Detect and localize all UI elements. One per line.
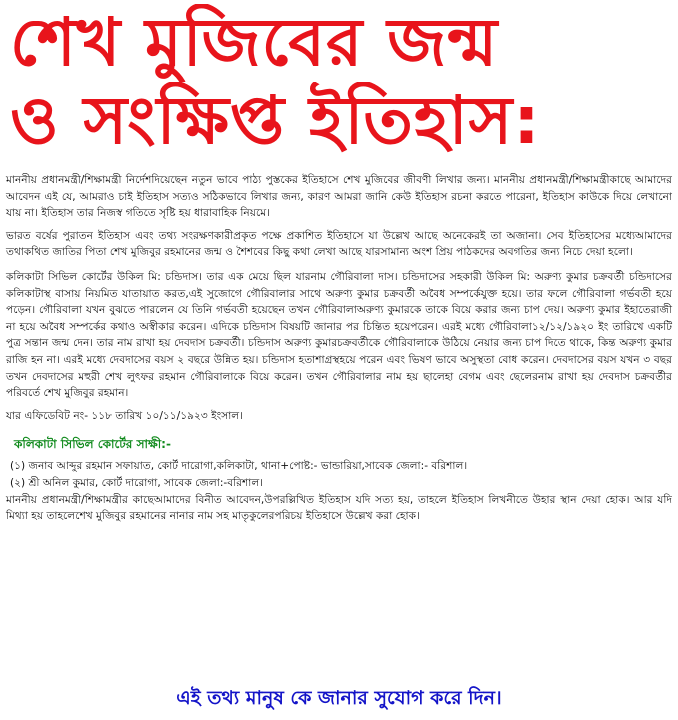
witness-heading: কলিকাটা সিভিল কোর্টের সাক্ষী:-	[14, 437, 171, 452]
paragraph-affidavit: যার এফিডেবিট নং- ১১৮ তারিখ ১০/১১/১৯২৩ ইংসাল।	[6, 409, 243, 422]
title-line-1: শেখ মুজিবের জন্ম	[10, 4, 499, 81]
paragraph-history: ভারত বর্ষের পুরাতন ইতিহাস এবং তথ্য সংরক্ষণকারীপ্রকৃত পক্ষে প্রকাশিত ইতিহাসে যা উল্লেখ আছে অনেকেরই তা অজানা। সেব ইতিহাসের মধ্যেআমাদের তথাকথিত জাতির পিতা শেখ মুজিবুর রহমানের জন্ম ও শৈশবের কিছু কথা লেখা আছে যারসামান্য অংশ প্রিয় পাঠকদের অবগতির জন্য নিচে দেয়া হলো।	[6, 229, 672, 259]
paragraph-intro: মাননীয় প্রধানমন্ত্রী/শিক্ষামন্ত্রী নির্দেশদিয়েছেন নতুন ভাবে পাঠ্য পুস্তকের ইতিহাসে শেখ মুজিবের জীবণী লিখার জন্য। মাননীয় প্রধানমন্ত্রী/শিক্ষামন্ত্রীকাছে আমাদের আবেদন এই যে, আমরাও চাই ইতিহাস সত্যও সঠিকভাবে লিখার জন্য, কারণ আমরা জানি কেউ ইতিহাস রচনা করতে পারেনা, ইতিহাস কাউকে দিয়ে লেখানো যায় না। ইতিহাস তার নিজস্ব গতিতে সৃষ্টি হয় ধারাবাহিক নিয়মে।	[6, 174, 672, 220]
witness-section	[0, 430, 678, 524]
witness-item-1: (১) জনাব আব্দুর রহমান সফায়াত, কোর্ট দারোগা,কলিকাটা, থানা+পোষ্ট:- ভান্ডারিয়া,সাবেক জেলা:- বরিশাল।	[10, 460, 468, 473]
paragraph-story: কলিকাটা সিভিল কোর্টের উকিল মি: চন্ডিদাস। তার এক মেয়ে ছিল যারনাম গৌরিবালা দাস। চন্ডিদাসের সহকারী উকিল মি: অরুণ্য কুমার চক্রবর্তী চন্ডিদাসের কলিকাটাস্থ বাসায় নিয়মিত যাতায়াত করত,এই সুজোগে গৌরিবালার সাথে অরুণ্য কুমার চক্রবর্তী অবৈধ সম্পর্কেযুক্ত হয়ে। তার ফলে গৌরিবালা গর্ভবতী হয়ে পড়েন। গৌরিবালা যখন বুঝতে পারলেন যে তিনি গর্ভবতী হয়েছেন তখন গৌরিবালাঅরুণ্য কুমারকে তাকে বিয়ে করার জন্য চাপ দেয়। অরুণ্য কুমার ইহাতেরাজী না হয়ে অবৈধ সম্পর্কের কথাও অস্বীকার করেন। এদিকে চন্ডিদাস বিষয়টি জানার পর চিন্তিত হয়েপরেন। এরই মধ্যে গৌরিবালা১২/১২/১৯২০ ইং তারিখে একটি পুত্র সন্তান জন্ম দেন। তার নাম রাখা হয় দেবদাস চক্রবর্তী। চন্ডিদাস অরুণ্য কুমারচক্রবর্তীকে গৌরিবালাকে উঠিয়ে নেয়ার জন্য চাপ দিতে থাকে, কিন্ত অরুণ্য কুমার রাজি হন না। এরই মধ্যে দেবদাসের বয়স ২ বছরে উন্নিত হয়। চন্ডিদাস হতাশাগ্রস্থহয়ে পরেন এবং ভিষণ ভাবে অসুস্থতা বোধ করেন। দেবদাসের বয়স যখন ৩ বছর তখন দেবদাসের মহুরী শেখ লুৎফর রহমান গৌরিবালাকে বিয়ে করেন। তখন গৌরিবালার নাম হয় ছালেহা বেগম এবং ছেলেরনাম রাখা হয় দেবদাস চক্রবর্তীর পরিবর্তে শেখ মুজিবুর রহমান।	[6, 270, 672, 400]
paragraph-appeal: মাননীয় প্রধানমন্ত্রী/শিক্ষামন্ত্রীর কাছেআমাদের বিনীত আবেদন,উপরল্লিখিত ইতিহাস যদি সত্য হয়, তাহলে ইতিহাস লিখনীতে উহার স্থান দেয়া হোক। আর যদি মিথ্যা হয় তাহলেশেখ মুজিবুর রহমানের নানার নাম সহ মাতৃকুলেরপরিচয় ইতিহাসে উল্লেখ করা হোক।	[6, 493, 672, 523]
witness-item-2: (২) শ্রী অনিল কুমার, কোর্ট দারোগা, সাবেক জেলা:-বরিশাল।	[10, 476, 264, 489]
body-text	[0, 172, 678, 424]
footer-call-to-action: এই তথ্য মানুষ কে জানার সুযোগ করে দিন।	[176, 687, 502, 709]
title-block	[0, 0, 678, 172]
title-line-2: ও সংক্ষিপ্ত ইতিহাস:	[10, 82, 541, 159]
